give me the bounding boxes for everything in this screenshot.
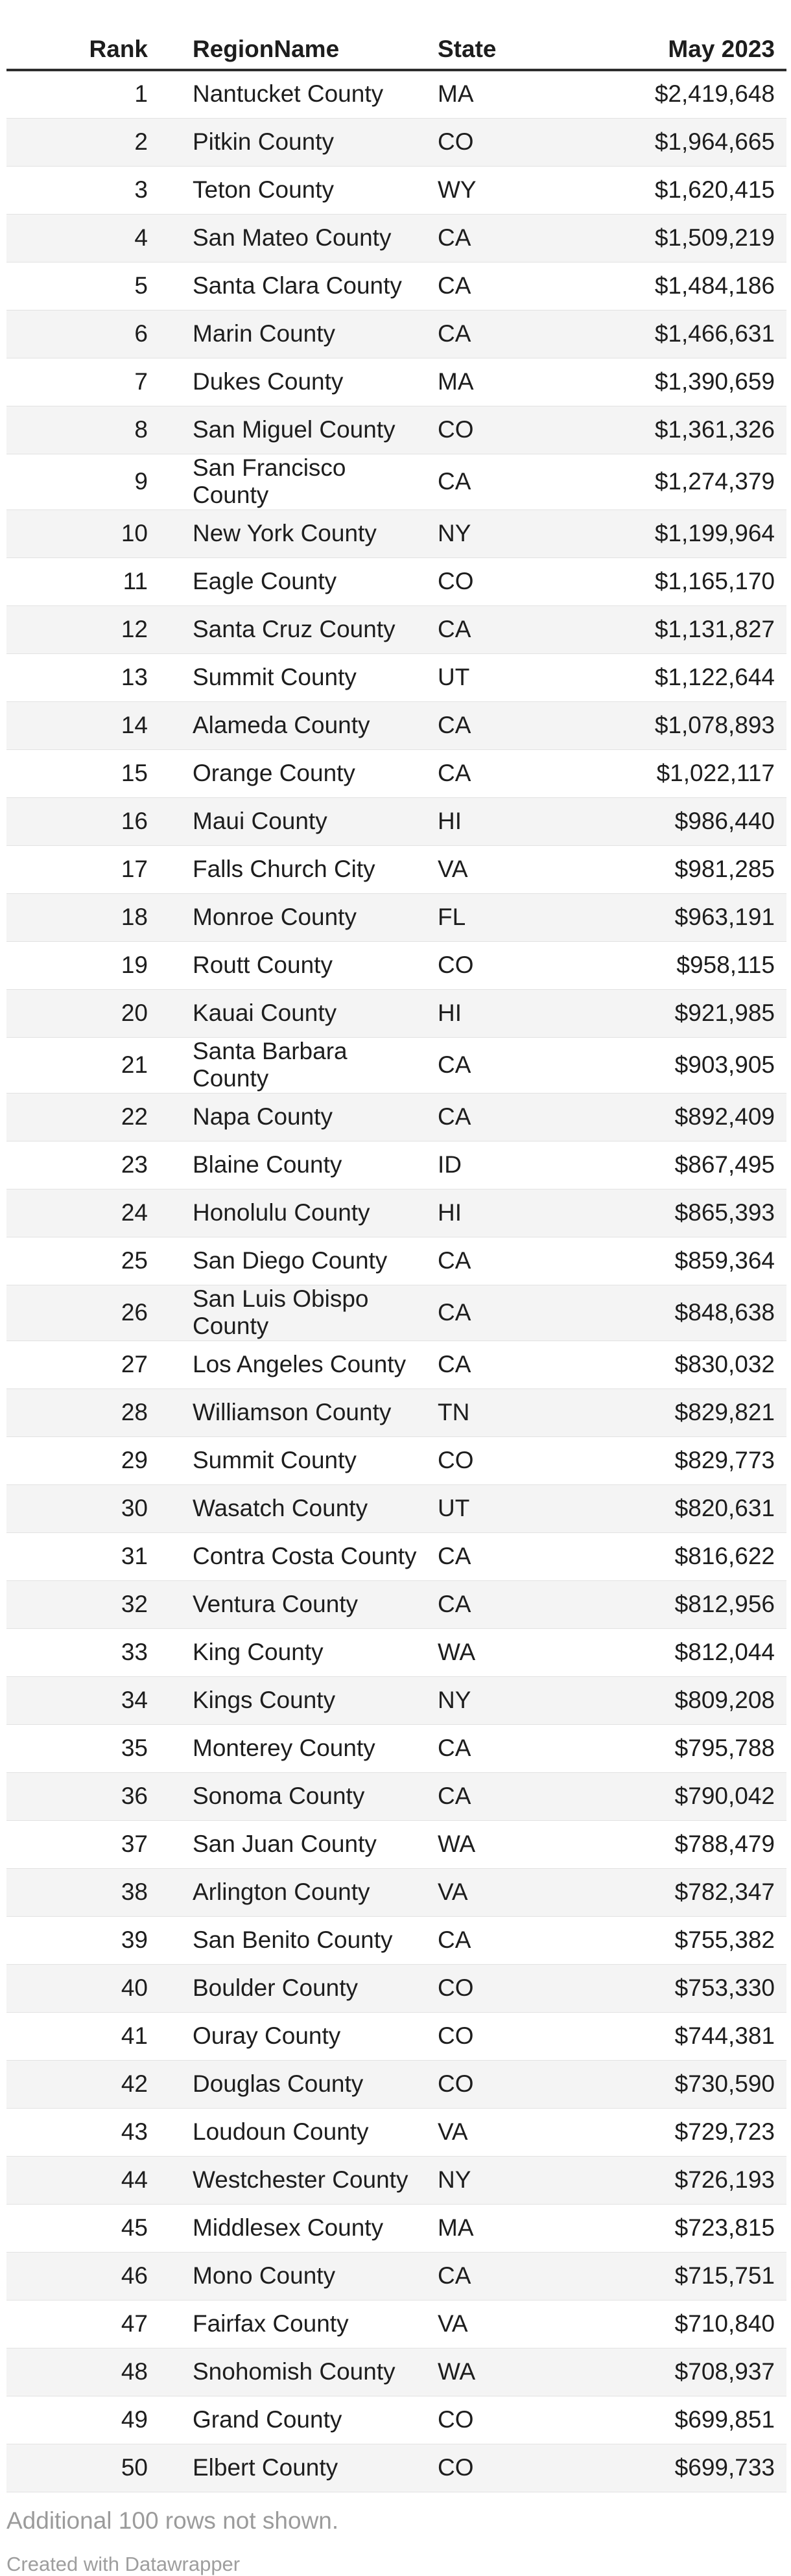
state-cell: CA: [425, 1341, 613, 1388]
rank-cell: 43: [6, 2108, 148, 2156]
value-cell: $790,042: [613, 1772, 786, 1820]
value-cell: $830,032: [613, 1341, 786, 1388]
state-cell: WA: [425, 1628, 613, 1676]
region-cell: Ventura County: [148, 1580, 425, 1628]
state-cell: CA: [425, 1916, 613, 1964]
region-cell: Maui County: [148, 797, 425, 845]
state-cell: NY: [425, 2156, 613, 2204]
region-cell: Dukes County: [148, 358, 425, 406]
value-cell: $723,815: [613, 2204, 786, 2252]
rank-cell: 49: [6, 2396, 148, 2444]
value-cell: $708,937: [613, 2348, 786, 2396]
region-cell: Wasatch County: [148, 1484, 425, 1532]
rank-cell: 34: [6, 1676, 148, 1724]
value-cell: $710,840: [613, 2300, 786, 2348]
region-cell: San Francisco County: [148, 454, 425, 509]
rank-cell: 37: [6, 1820, 148, 1868]
value-cell: $1,390,659: [613, 358, 786, 406]
rows-not-shown-note: Additional 100 rows not shown.: [6, 2507, 339, 2534]
rank-cell: 12: [6, 605, 148, 653]
state-cell: CA: [425, 1532, 613, 1580]
state-cell: CA: [425, 262, 613, 310]
value-cell: $699,733: [613, 2444, 786, 2492]
table-row: [6, 701, 786, 749]
value-cell: $1,165,170: [613, 557, 786, 605]
region-cell: San Mateo County: [148, 214, 425, 262]
rank-cell: 28: [6, 1388, 148, 1436]
state-cell: VA: [425, 845, 613, 893]
value-cell: $729,723: [613, 2108, 786, 2156]
rank-cell: 13: [6, 653, 148, 701]
state-cell: CO: [425, 2444, 613, 2492]
table-row: [6, 310, 786, 358]
table-row: [6, 1141, 786, 1189]
rank-cell: 4: [6, 214, 148, 262]
region-cell: San Miguel County: [148, 406, 425, 454]
state-cell: CA: [425, 1724, 613, 1772]
state-cell: WA: [425, 2348, 613, 2396]
state-cell: CA: [425, 214, 613, 262]
state-cell: HI: [425, 797, 613, 845]
table-row: [6, 118, 786, 166]
rank-cell: 14: [6, 701, 148, 749]
state-cell: CA: [425, 2252, 613, 2300]
state-cell: HI: [425, 1189, 613, 1237]
state-cell: MA: [425, 358, 613, 406]
state-cell: MA: [425, 70, 613, 118]
table-row: [6, 509, 786, 557]
region-cell: Elbert County: [148, 2444, 425, 2492]
table-row: [6, 989, 786, 1037]
value-cell: $1,199,964: [613, 509, 786, 557]
value-cell: $963,191: [613, 893, 786, 941]
rank-cell: 40: [6, 1964, 148, 2012]
value-cell: $753,330: [613, 1964, 786, 2012]
region-cell: Honolulu County: [148, 1189, 425, 1237]
table-row: [6, 557, 786, 605]
value-cell: $903,905: [613, 1037, 786, 1093]
region-cell: Fairfax County: [148, 2300, 425, 2348]
table-body: [6, 70, 786, 2492]
table-row: [6, 454, 786, 509]
column-header-value: May 2023: [613, 0, 786, 70]
state-cell: CA: [425, 310, 613, 358]
rank-cell: 9: [6, 454, 148, 509]
state-cell: CA: [425, 605, 613, 653]
datawrapper-table-chart: [6, 0, 786, 2576]
value-cell: $2,419,648: [613, 70, 786, 118]
state-cell: CO: [425, 1964, 613, 2012]
rank-cell: 33: [6, 1628, 148, 1676]
value-cell: $816,622: [613, 1532, 786, 1580]
region-cell: Summit County: [148, 653, 425, 701]
value-cell: $1,466,631: [613, 310, 786, 358]
value-cell: $848,638: [613, 1285, 786, 1341]
state-cell: UT: [425, 653, 613, 701]
rank-cell: 24: [6, 1189, 148, 1237]
state-cell: MA: [425, 2204, 613, 2252]
state-cell: CA: [425, 1772, 613, 1820]
rank-cell: 31: [6, 1532, 148, 1580]
table-row: [6, 1237, 786, 1285]
rank-cell: 16: [6, 797, 148, 845]
region-cell: Summit County: [148, 1436, 425, 1484]
table-row: [6, 1093, 786, 1141]
table-row: [6, 893, 786, 941]
rank-cell: 17: [6, 845, 148, 893]
table-row: [6, 605, 786, 653]
state-cell: CO: [425, 2060, 613, 2108]
value-cell: $812,956: [613, 1580, 786, 1628]
rank-cell: 50: [6, 2444, 148, 2492]
rank-cell: 45: [6, 2204, 148, 2252]
value-cell: $744,381: [613, 2012, 786, 2060]
table-row: [6, 1628, 786, 1676]
state-cell: NY: [425, 509, 613, 557]
value-cell: $1,620,415: [613, 166, 786, 214]
value-cell: $986,440: [613, 797, 786, 845]
region-cell: Falls Church City: [148, 845, 425, 893]
table-row: [6, 941, 786, 989]
value-cell: $829,773: [613, 1436, 786, 1484]
table-row: [6, 845, 786, 893]
value-cell: $820,631: [613, 1484, 786, 1532]
region-cell: San Juan County: [148, 1820, 425, 1868]
table-row: [6, 2444, 786, 2492]
rank-cell: 30: [6, 1484, 148, 1532]
region-cell: Pitkin County: [148, 118, 425, 166]
region-cell: Boulder County: [148, 1964, 425, 2012]
table-row: [6, 1484, 786, 1532]
region-cell: Middlesex County: [148, 2204, 425, 2252]
rank-cell: 18: [6, 893, 148, 941]
rank-cell: 15: [6, 749, 148, 797]
table-row: [6, 1724, 786, 1772]
table-row: [6, 1341, 786, 1388]
state-cell: WY: [425, 166, 613, 214]
rank-cell: 38: [6, 1868, 148, 1916]
rank-cell: 47: [6, 2300, 148, 2348]
region-cell: New York County: [148, 509, 425, 557]
table-row: [6, 1772, 786, 1820]
region-cell: Eagle County: [148, 557, 425, 605]
value-cell: $1,122,644: [613, 653, 786, 701]
region-cell: Snohomish County: [148, 2348, 425, 2396]
value-cell: $1,022,117: [613, 749, 786, 797]
rank-cell: 11: [6, 557, 148, 605]
state-cell: CA: [425, 1285, 613, 1341]
rank-cell: 26: [6, 1285, 148, 1341]
region-cell: Blaine County: [148, 1141, 425, 1189]
rank-cell: 8: [6, 406, 148, 454]
value-cell: $1,078,893: [613, 701, 786, 749]
state-cell: CO: [425, 941, 613, 989]
state-cell: VA: [425, 2108, 613, 2156]
state-cell: CO: [425, 1436, 613, 1484]
table-row: [6, 166, 786, 214]
table-row: [6, 2108, 786, 2156]
value-cell: $812,044: [613, 1628, 786, 1676]
table-row: [6, 2156, 786, 2204]
table-row: [6, 1676, 786, 1724]
table-row: [6, 1285, 786, 1341]
value-cell: $699,851: [613, 2396, 786, 2444]
state-cell: CO: [425, 2012, 613, 2060]
value-cell: $921,985: [613, 989, 786, 1037]
value-cell: $726,193: [613, 2156, 786, 2204]
table-row: [6, 1868, 786, 1916]
region-cell: Santa Clara County: [148, 262, 425, 310]
table-row: [6, 2204, 786, 2252]
rank-cell: 44: [6, 2156, 148, 2204]
region-cell: Arlington County: [148, 1868, 425, 1916]
table-row: [6, 749, 786, 797]
region-cell: Williamson County: [148, 1388, 425, 1436]
state-cell: CA: [425, 1093, 613, 1141]
region-cell: Monroe County: [148, 893, 425, 941]
rank-cell: 21: [6, 1037, 148, 1093]
region-cell: Kings County: [148, 1676, 425, 1724]
region-cell: Teton County: [148, 166, 425, 214]
rank-cell: 42: [6, 2060, 148, 2108]
value-cell: $730,590: [613, 2060, 786, 2108]
region-cell: Alameda County: [148, 701, 425, 749]
table-row: [6, 1964, 786, 2012]
region-cell: Nantucket County: [148, 70, 425, 118]
region-cell: Los Angeles County: [148, 1341, 425, 1388]
table-row: [6, 214, 786, 262]
rank-cell: 36: [6, 1772, 148, 1820]
table-row: [6, 70, 786, 118]
table-row: [6, 2396, 786, 2444]
rank-cell: 19: [6, 941, 148, 989]
region-cell: Douglas County: [148, 2060, 425, 2108]
value-cell: $892,409: [613, 1093, 786, 1141]
ranking-table: [6, 0, 786, 2492]
column-header-rank: Rank: [6, 0, 148, 70]
region-cell: Mono County: [148, 2252, 425, 2300]
table-row: [6, 358, 786, 406]
table-row: [6, 1189, 786, 1237]
rank-cell: 6: [6, 310, 148, 358]
rank-cell: 3: [6, 166, 148, 214]
value-cell: $1,361,326: [613, 406, 786, 454]
table-row: [6, 1532, 786, 1580]
table-row: [6, 406, 786, 454]
state-cell: CA: [425, 1580, 613, 1628]
region-cell: Loudoun County: [148, 2108, 425, 2156]
value-cell: $829,821: [613, 1388, 786, 1436]
value-cell: $981,285: [613, 845, 786, 893]
rank-cell: 35: [6, 1724, 148, 1772]
state-cell: ID: [425, 1141, 613, 1189]
value-cell: $859,364: [613, 1237, 786, 1285]
state-cell: CA: [425, 1037, 613, 1093]
rank-cell: 32: [6, 1580, 148, 1628]
table-row: [6, 2012, 786, 2060]
value-cell: $788,479: [613, 1820, 786, 1868]
value-cell: $1,964,665: [613, 118, 786, 166]
table-header: [6, 0, 786, 70]
value-cell: $795,788: [613, 1724, 786, 1772]
value-cell: $867,495: [613, 1141, 786, 1189]
rank-cell: 20: [6, 989, 148, 1037]
table-row: [6, 1037, 786, 1093]
value-cell: $1,484,186: [613, 262, 786, 310]
value-cell: $865,393: [613, 1189, 786, 1237]
value-cell: $1,509,219: [613, 214, 786, 262]
state-cell: VA: [425, 2300, 613, 2348]
value-cell: $755,382: [613, 1916, 786, 1964]
state-cell: HI: [425, 989, 613, 1037]
state-cell: NY: [425, 1676, 613, 1724]
table-row: [6, 2252, 786, 2300]
rank-cell: 41: [6, 2012, 148, 2060]
rank-cell: 29: [6, 1436, 148, 1484]
table-row: [6, 2300, 786, 2348]
region-cell: Contra Costa County: [148, 1532, 425, 1580]
region-cell: Santa Barbara County: [148, 1037, 425, 1093]
state-cell: CA: [425, 749, 613, 797]
column-header-state: State: [425, 0, 613, 70]
datawrapper-attribution-link[interactable]: Created with Datawrapper: [6, 2552, 241, 2575]
state-cell: TN: [425, 1388, 613, 1436]
state-cell: UT: [425, 1484, 613, 1532]
table-row: [6, 262, 786, 310]
rank-cell: 27: [6, 1341, 148, 1388]
state-cell: CO: [425, 557, 613, 605]
rank-cell: 2: [6, 118, 148, 166]
table-row: [6, 1580, 786, 1628]
region-cell: Napa County: [148, 1093, 425, 1141]
region-cell: Routt County: [148, 941, 425, 989]
rank-cell: 10: [6, 509, 148, 557]
region-cell: San Diego County: [148, 1237, 425, 1285]
region-cell: Kauai County: [148, 989, 425, 1037]
table-row: [6, 653, 786, 701]
state-cell: WA: [425, 1820, 613, 1868]
table-row: [6, 1916, 786, 1964]
rank-cell: 22: [6, 1093, 148, 1141]
value-cell: $1,274,379: [613, 454, 786, 509]
value-cell: $958,115: [613, 941, 786, 989]
state-cell: CA: [425, 454, 613, 509]
state-cell: CO: [425, 406, 613, 454]
rank-cell: 39: [6, 1916, 148, 1964]
region-cell: Orange County: [148, 749, 425, 797]
value-cell: $715,751: [613, 2252, 786, 2300]
region-cell: San Luis Obispo County: [148, 1285, 425, 1341]
state-cell: CO: [425, 118, 613, 166]
table-row: [6, 1436, 786, 1484]
value-cell: $782,347: [613, 1868, 786, 1916]
region-cell: King County: [148, 1628, 425, 1676]
state-cell: FL: [425, 893, 613, 941]
region-cell: Marin County: [148, 310, 425, 358]
rank-cell: 23: [6, 1141, 148, 1189]
state-cell: CA: [425, 701, 613, 749]
rank-cell: 7: [6, 358, 148, 406]
region-cell: Ouray County: [148, 2012, 425, 2060]
region-cell: Sonoma County: [148, 1772, 425, 1820]
table-row: [6, 2060, 786, 2108]
rank-cell: 1: [6, 70, 148, 118]
value-cell: $1,131,827: [613, 605, 786, 653]
rank-cell: 48: [6, 2348, 148, 2396]
rank-cell: 46: [6, 2252, 148, 2300]
rank-cell: 25: [6, 1237, 148, 1285]
column-header-region: RegionName: [148, 0, 425, 70]
region-cell: Grand County: [148, 2396, 425, 2444]
state-cell: CO: [425, 2396, 613, 2444]
rank-cell: 5: [6, 262, 148, 310]
table-row: [6, 1820, 786, 1868]
state-cell: VA: [425, 1868, 613, 1916]
value-cell: $809,208: [613, 1676, 786, 1724]
table-row: [6, 797, 786, 845]
table-header-row: [6, 0, 786, 70]
table-row: [6, 2348, 786, 2396]
region-cell: Westchester County: [148, 2156, 425, 2204]
state-cell: CA: [425, 1237, 613, 1285]
region-cell: San Benito County: [148, 1916, 425, 1964]
table-row: [6, 1388, 786, 1436]
region-cell: Santa Cruz County: [148, 605, 425, 653]
region-cell: Monterey County: [148, 1724, 425, 1772]
